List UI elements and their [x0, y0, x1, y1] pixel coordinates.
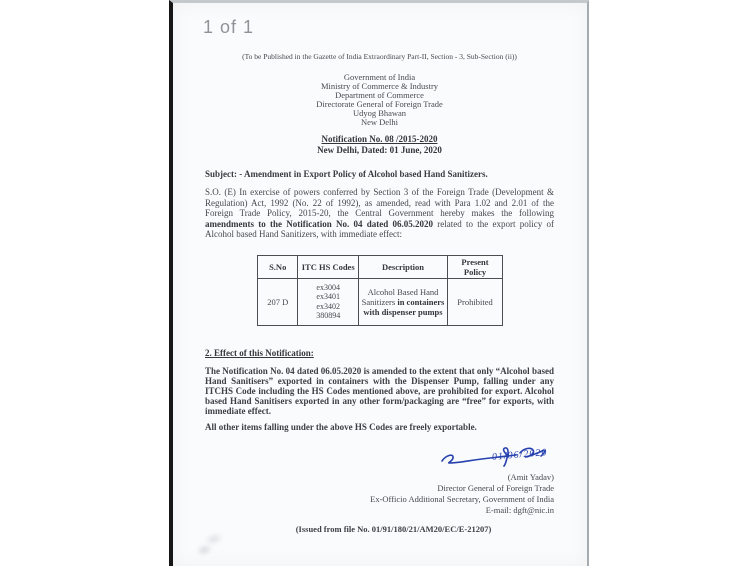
- exportable-note: All other items falling under the above HS Codes are freely exportable.: [205, 421, 477, 432]
- document-content: [173, 52, 587, 534]
- so-paragraph-bold: amendments to the Notification No. 04 dated 06.05.2020: [205, 218, 434, 229]
- effect-paragraph: The Notification No. 04 dated 06.05.2020 is amended to the extent that only “Alcohol based Hand Sanitisers” exported in containers with the Dispenser Pump, falling under any ITCHS Code including the HS Codes mentioned above, are prohibited for export. Alcohol based Hand Sanitisers exported in any other form/packaging are “free” for exports, with immediate effect.: [205, 365, 554, 416]
- gazette-publication-line: (To be Published in the Gazette of India Extraordinary Part-II, Section - 3, Sub-Section (ii)): [242, 52, 517, 61]
- page-count-indicator: 1 of 1: [203, 17, 255, 37]
- hs-code: ex3004: [316, 282, 340, 292]
- letterhead-line: Directorate General of Foreign Trade: [316, 99, 443, 109]
- signatory-email: E-mail: dgft@nic.in: [485, 504, 554, 515]
- handwritten-date: 01/06/2020: [491, 446, 548, 463]
- letterhead-line: New Delhi: [360, 117, 399, 127]
- export-policy-table: [257, 255, 503, 326]
- hs-code: ex3401: [316, 292, 340, 301]
- letterhead-line: Udyog Bhawan: [352, 108, 407, 118]
- cell-sno: 207 D: [258, 278, 298, 325]
- col-header-sno: S.No: [258, 255, 298, 278]
- so-paragraph: [205, 187, 554, 240]
- table-row: [258, 278, 503, 325]
- description-text: Alcohol Based Hand Sanitizers: [361, 286, 439, 307]
- letterhead: [205, 73, 554, 127]
- so-paragraph-text: S.O. (E) In exercise of powers conferred by Section 3 of the Foreign Trade (Development & Regulation) Act, 1992 (No. 22 of 1992), as amended, read with Para 1.02 and 2.01 of the Foreign Trade Policy, 2015-20, the Central Government hereby makes the following: [205, 187, 554, 218]
- col-header-present-policy: Present Policy: [448, 255, 503, 278]
- scanned-document-page: [169, 0, 589, 566]
- signature-block: [205, 444, 554, 516]
- cell-itc-hs-codes: [298, 278, 359, 325]
- notification-number: Notification No. 08 /2015-2020: [321, 134, 438, 144]
- so-paragraph-text: related to the export policy of Alcohol based Hand Sanitizers, with immediate effect:: [205, 218, 554, 239]
- letterhead-line: Government of India: [343, 72, 416, 82]
- description-bold: in containers with dispenser pumps: [363, 296, 445, 317]
- letterhead-line: Department of Commerce: [335, 90, 424, 100]
- file-number-line: (Issued from file No. 01/91/180/21/AM20/EC/E-21207): [295, 523, 492, 534]
- letterhead-line: Ministry of Commerce & Industry: [320, 81, 439, 91]
- hs-code: 380894: [316, 311, 341, 320]
- hs-code: ex3402: [316, 301, 340, 311]
- signatory-title: Director General of Foreign Trade: [437, 482, 554, 493]
- col-header-description: Description: [358, 255, 447, 278]
- notification-date-line: New Delhi, Dated: 01 June, 2020: [317, 145, 442, 155]
- signatory-title-secondary: Ex-Officio Additional Secretary, Government of India: [370, 493, 554, 504]
- cell-present-policy: Prohibited: [448, 278, 503, 325]
- table-header-row: [258, 255, 503, 278]
- cell-description: [358, 278, 447, 325]
- subject-line: Subject: - Amendment in Export Policy of Alcohol based Hand Sanitizers.: [205, 169, 488, 179]
- signatory-name: (Amit Yadav): [507, 471, 554, 482]
- effect-section-heading: 2. Effect of this Notification:: [205, 347, 314, 358]
- col-header-itc-hs-codes: ITC HS Codes: [298, 255, 359, 278]
